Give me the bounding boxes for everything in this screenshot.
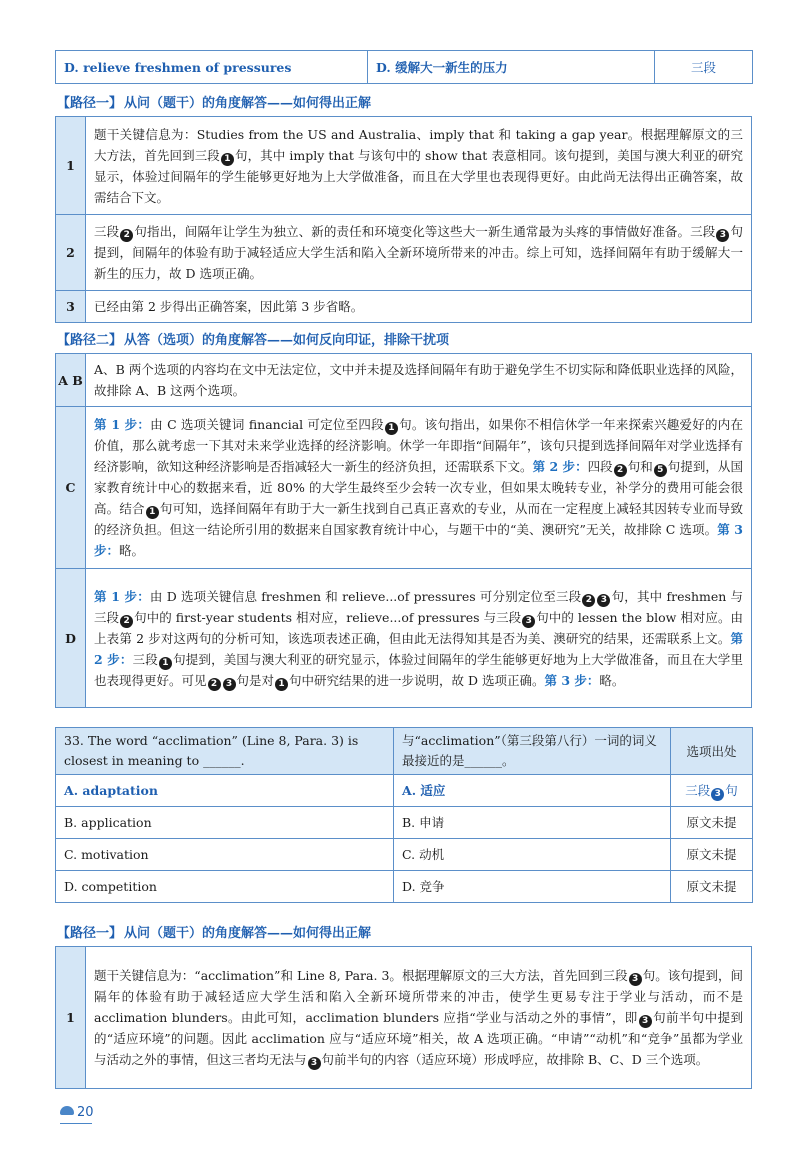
circled-number: 3 [639,1015,652,1028]
circled-number: 2 [614,464,627,477]
option-label: C [56,407,86,569]
step-number: 2 [56,215,86,291]
step-text: 三段 2 句指出，间隔年让学生为独立、新的责任和环境变化等这些大一新生通常最为头疼的事情做好准备。三段 3 句提到，间隔年的体验有助于减轻适应大学生活和陷入全新环境所带来的冲击。综上可知，选择间隔年有助于缓解大一新生的压力，故 D 选项正确。 [86,215,752,291]
step-number: 1 [56,117,86,215]
q33-question-cn: 与“acclimation”（第三段第八行）一词的词义最接近的是______。 [394,728,671,775]
circled-number: 3 [522,615,535,628]
table-row [56,807,753,839]
option-analysis: 第 1 步：由 D 选项关键信息 freshmen 和 relieve...of pressures 可分别定位至三段 2 3 句，其中 freshmen 与三段 2 句中的 first-year students 相对应，relieve...of pressures 与三段 3 句中的 lessen the blow 相对应。由上表第 2 步对这两句的分析可知，该选项表述正确，但由此无法得知其是否为美、澳研究的结果，还需联系上文。第 2 步：三段 1 句提到，美国与澳大利亚的研究显示，体验过间隔年的学生能够更好地为上大学做准备，而且在大学里也表现得更好。可见 2 3 句是对 1 句中研究结果的进一步说明，故 D 选项正确。第 3 步：略。 [86,569,752,708]
circled-number: 1 [221,153,234,166]
table-row [56,291,752,323]
q32-path2-table [55,353,752,708]
table-row [56,871,753,903]
q32-path1-table [55,116,752,323]
option-en: B. application [56,807,394,839]
option-cn: C. 动机 [394,839,671,871]
q32-path2-header-text: 从答（选项）的角度解答——如何反向印证，排除干扰项 [124,333,450,348]
q32-path1-header: 【路径一】 从问（题干）的角度解答——如何得出正解 [57,96,372,111]
circled-number: 3 [629,973,642,986]
option-en: A. adaptation [56,775,394,807]
circled-number: 3 [597,594,610,607]
circled-number: 1 [275,678,288,691]
circled-number: 1 [159,657,172,670]
page-footer [60,1105,94,1120]
step-text: 题干关键信息为：Studies from the US and Australia、imply that 和 taking a gap year。根据理解原文的三大方法，首先回到三段 1 句，其中 imply that 与该句中的 show that 表意相同。该句提到，美国与澳大利亚的研究显示，体验过间隔年的学生能够更好地为上大学做准备，而且在大学里也表现得更好。由此尚无法得出正确答案，故需结合下文。 [86,117,752,215]
circled-number: 3 [716,229,729,242]
circled-number: 1 [146,506,159,519]
option-analysis: A、B 两个选项的内容均在文中无法定位，文中并未提及选择间隔年有助于避免学生不切实际和降低职业选择的风险，故排除 A、B 这两个选项。 [86,354,752,407]
table-row [56,51,753,84]
option-label: D [56,569,86,708]
q32-path2-header: 【路径二】 从答（选项）的角度解答——如何反向印证，排除干扰项 [57,333,450,348]
circled-number: 3 [308,1057,321,1070]
option-cn: B. 申请 [394,807,671,839]
circled-number: 3 [223,678,236,691]
q33-path1-header: 【路径一】 从问（题干）的角度解答——如何得出正解 [57,926,372,941]
option-source: 原文未提 [671,807,753,839]
option-source: 原文未提 [671,871,753,903]
book-icon [60,1106,74,1115]
q32-path1-header-text: 从问（题干）的角度解答——如何得出正解 [124,96,372,111]
option-en: C. motivation [56,839,394,871]
circled-number: 2 [120,615,133,628]
q33-table [55,727,753,903]
circled-number: 2 [582,594,595,607]
table-row [56,407,752,569]
step-number: 3 [56,291,86,323]
option-analysis: 第 1 步：由 C 选项关键词 financial 可定位至四段 1 句。该句指出，如果你不相信休学一年来探索兴趣爱好的内在价值，那么就考虑一下其对未来学业选择的经济影响。休学一年即指“间隔年”，该句只提到选择间隔年对学业选择有经济影响，欲知这种经济影响是否指减轻大一新生的经济负担，还需联系下文。第 2 步：四段 2 句和 5 句提到，从国家教育统计中心的数据来看，近 80% 的大学生最终至少会转一次专业，但如果太晚转专业，补学分的费用可能会很高。结合 1 句可知，选择间隔年有助于大一新生找到自己真正喜欢的专业，从而在一定程度上减轻其因转专业而导致的经济负担。但这一结论所引用的数据来自国家教育统计中心，与题干中的“美、澳研究”无关，故排除 C 选项。第 3 步：略。 [86,407,752,569]
option-cn: A. 适应 [394,775,671,807]
source-header: 选项出处 [671,728,753,775]
table-header-row [56,728,753,775]
table-row [56,775,753,807]
circled-number: 2 [120,229,133,242]
table-row [56,569,752,708]
option-source: 三段 3 句 [671,775,753,807]
circled-number: 2 [208,678,221,691]
option-cn: D. 竞争 [394,871,671,903]
q33-question: 33. The word “acclimation” (Line 8, Para. 3) is closest in meaning to ______. [56,728,394,775]
option-source: 原文未提 [671,839,753,871]
footer-underline [60,1123,92,1124]
circled-number: 5 [654,464,667,477]
table-row [56,354,752,407]
table-row [56,117,752,215]
page-number: 20 [77,1105,94,1120]
option-label: A B [56,354,86,407]
option-d-cn: D. 缓解大一新生的压力 [368,51,655,84]
circled-number: 1 [385,422,398,435]
option-d-row-table [55,50,753,84]
step-text: 题干关键信息为：“acclimation”和 Line 8, Para. 3。根据理解原文的三大方法，首先回到三段 3 句。该句提到，间隔年的体验有助于减轻适应大学生活和陷入全新环境所带来的冲击，使学生更易专注于学业与活动，而不是 acclimation blunders。由此可知，acclimation blunders 应指“学业与活动之外的事情”，即 3 句前半句中提到的“适应环境”的问题。因此 acclimation 应与“适应环境”相关，故 A 选项正确。“申请”“动机”和“竞争”虽都为学业与活动之外的事情，但这三者均无法与 3 句前半句的内容（适应环境）形成呼应，故排除 B、C、D 三个选项。 [86,947,752,1089]
step-number: 1 [56,947,86,1089]
table-row [56,839,753,871]
table-row [56,947,752,1089]
step-text: 已经由第 2 步得出正确答案，因此第 3 步省略。 [86,291,752,323]
q33-path1-table [55,946,752,1089]
option-d-source: 三段 [655,51,753,84]
option-en: D. competition [56,871,394,903]
q33-path1-header-text: 从问（题干）的角度解答——如何得出正解 [124,926,372,941]
option-d-en: D. relieve freshmen of pressures [56,51,368,84]
circled-number: 3 [711,788,724,801]
table-row [56,215,752,291]
